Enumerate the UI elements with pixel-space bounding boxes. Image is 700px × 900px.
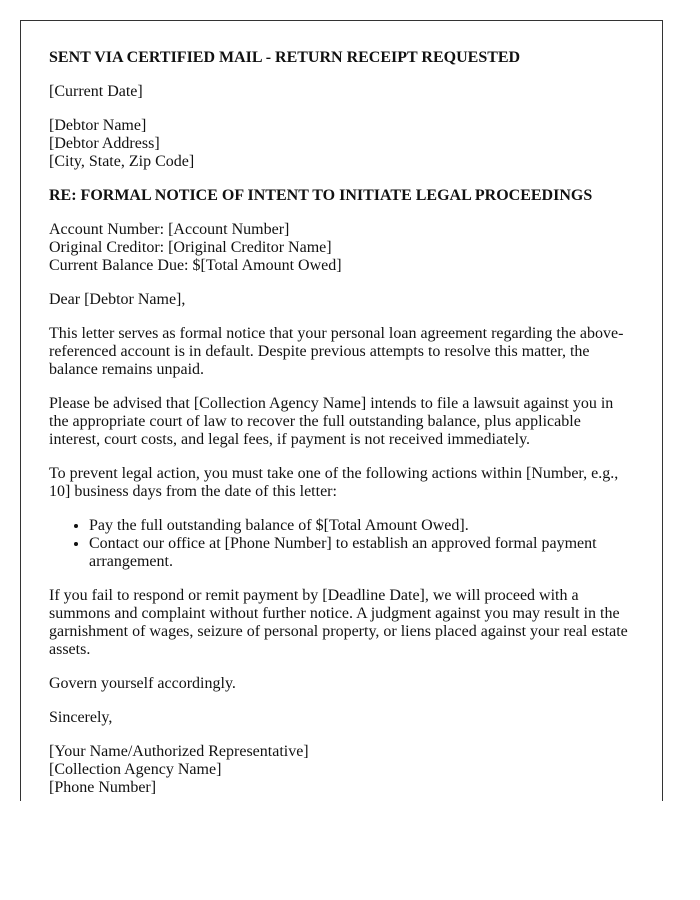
recipient-address: [Debtor Address] [49, 135, 160, 152]
actions-list [49, 517, 634, 571]
original-creditor: Original Creditor: [Original Creditor Name] [49, 239, 332, 256]
signature-block [49, 743, 634, 797]
signer-name: [Your Name/Authorized Representative] [49, 743, 309, 760]
signoff: Sincerely, [49, 709, 113, 726]
list-item: • Pay the full outstanding balance of $[Total Amount Owed]. [89, 517, 634, 535]
current-balance: Current Balance Due: $[Total Amount Owed] [49, 257, 342, 274]
recipient-block [49, 117, 634, 171]
list-item: • Contact our office at [Phone Number] to establish an approved formal payment arrangement. [89, 535, 634, 571]
closing-line: Govern yourself accordingly. [49, 675, 236, 692]
recipient-name: [Debtor Name] [49, 117, 147, 134]
subject-line: RE: FORMAL NOTICE OF INTENT TO INITIATE LEGAL PROCEEDINGS [49, 187, 593, 204]
mail-header: SENT VIA CERTIFIED MAIL - RETURN RECEIPT REQUESTED [49, 49, 521, 66]
letter-page [20, 20, 663, 801]
paragraph-warning: If you fail to respond or remit payment by [Deadline Date], we will proceed with a summons and complaint without further notice. A judgment against you may result in the garnishment of wages, seizure of personal property, or liens placed against your real estate assets. [49, 587, 628, 658]
salutation: Dear [Debtor Name], [49, 291, 186, 308]
account-block [49, 221, 634, 275]
signer-agency: [Collection Agency Name] [49, 761, 222, 778]
letter-date: [Current Date] [49, 83, 143, 100]
account-number: Account Number: [Account Number] [49, 221, 290, 238]
paragraph-actions-intro: To prevent legal action, you must take one of the following actions within [Number, e.g., 10] business days from the date of this letter: [49, 465, 619, 500]
signer-phone: [Phone Number] [49, 779, 157, 796]
paragraph-default: This letter serves as formal notice that your personal loan agreement regarding the above-referenced account is in default. Despite previous attempts to resolve this matter, the balance remains unpaid. [49, 325, 624, 378]
paragraph-lawsuit: Please be advised that [Collection Agency Name] intends to file a lawsuit against you in the appropriate court of law to recover the full outstanding balance, plus applicable interest, court costs, and legal fees, if payment is not received immediately. [49, 395, 614, 448]
recipient-city: [City, State, Zip Code] [49, 153, 195, 170]
